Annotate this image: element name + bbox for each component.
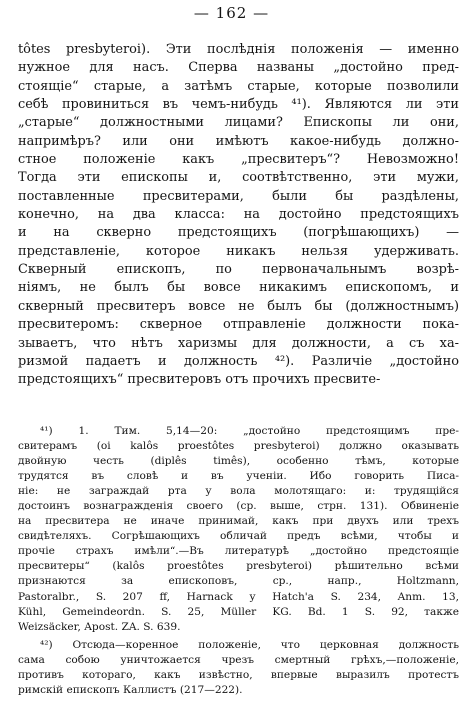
text-line: противъ котораго, какъ извѣстно, впервые выразилъ протестъ — [18, 668, 459, 681]
text-line: прочіе страхъ имѣли“.—Въ литературѣ „достойно предстоящіе — [18, 545, 459, 558]
text-line: Тогда эти епископы и, соотвѣтственно, эти мужи, — [18, 170, 459, 186]
text-line: стоящіе“ старые, а затѣмъ старые, которые позволили — [18, 78, 459, 94]
text-line: на пресвитера не иначе принимай, какъ при двухъ или трехъ — [18, 515, 459, 528]
text-line: зываетъ, что нѣтъ харизмы для должности, а съ ха- — [18, 335, 459, 351]
text-line: себѣ провиниться въ чемъ-нибудь ⁴¹). Являются ли эти — [18, 97, 459, 113]
text-line: представленіе, которое никакъ нельзя удерживать. — [18, 243, 459, 259]
footnotes — [18, 424, 459, 698]
text-line: пресвитеры“ (kalôs proestôtes presbyteroi) рѣшительно всѣми — [18, 560, 459, 573]
text-line: ніе: не заграждай рта у вола молотящаго: и: трудящійся — [18, 485, 459, 498]
text-line: трудятся въ словѣ и въ ученіи. Ибо говорить Писа- — [18, 470, 459, 483]
text-line: ніямъ, не былъ бы вовсе никакимъ епископомъ, и — [18, 280, 459, 296]
text-line: пресвитеромъ: скверное отправленіе должности пока- — [18, 317, 459, 333]
text-line: предстоящихъ“ пресвитеровъ отъ прочихъ пресвите- — [18, 372, 381, 388]
text-line: „старые“ должностными лицами? Епископы ли они, — [18, 115, 459, 131]
text-line: ⁴²) Отсюда—коренное положеніе, что церковная должность — [40, 638, 459, 651]
text-line: достоинъ вознагражденія своего (ср. выше, стрн. 131). Обвиненіе — [18, 500, 459, 513]
text-line: скверный пресвитеръ вовсе не былъ бы (должностнымъ) — [18, 298, 459, 314]
text-line: римскій епископъ Каллистъ (217—222). — [18, 683, 243, 696]
text-line: Weizsäcker, Apost. ZA. S. 639. — [18, 620, 181, 633]
footnote-41 — [18, 424, 459, 635]
text-line: напримѣръ? или они имѣютъ какое-нибудь должно- — [18, 133, 459, 149]
text-line: двойную честь (diplês timês), особенно тѣмъ, которые — [18, 455, 459, 468]
main-text — [18, 41, 459, 390]
text-line: Pastoralbr., S. 207 ff, Harnack у Hatch'a S. 234, Anm. 13, — [18, 590, 459, 603]
text-line: tôtes presbyteroi). Эти послѣднія положенія — именно — [18, 42, 459, 57]
text-line: свитерамъ (oi kalôs proestôtes presbyteroi) должно оказывать — [18, 440, 459, 453]
text-line: свидѣтеляхъ. Согрѣшающихъ обличай предъ всѣми, чтобы и — [18, 530, 459, 543]
page-number: — 162 — — [193, 4, 270, 22]
text-line: сама собою уничтожается чрезъ смертный грѣхъ,—положеніе, — [18, 653, 459, 666]
text-line: ризмой падаетъ и должность ⁴²). Различіе „достойно — [18, 353, 459, 369]
text-line: конечно, на два класса: на достойно предстоящихъ — [18, 207, 459, 223]
text-line: нужное для насъ. Сперва названы „достойно пред- — [18, 60, 459, 76]
text-line: стное положеніе какъ „пресвитеръ“? Невозможно! — [18, 152, 459, 168]
text-line: Kühl, Gemeindeordn. S. 25, Müller KG. Bd. 1 S. 92, также — [18, 605, 459, 618]
text-line: поставленные пресвитерами, были бы раздѣлены, — [18, 188, 459, 204]
text-line: и на скверно предстоящихъ (погрѣшающихъ) — — [18, 225, 459, 241]
text-line: ⁴¹) 1. Тим. 5,14—20: „достойно предстоящимъ пре- — [40, 425, 459, 437]
text-line: Скверный епископъ, по первоначальнымъ возрѣ- — [18, 262, 459, 278]
text-line: признаются за епископовъ, ср., напр., Holtzmann, — [18, 575, 459, 588]
footnote-42 — [18, 638, 459, 698]
